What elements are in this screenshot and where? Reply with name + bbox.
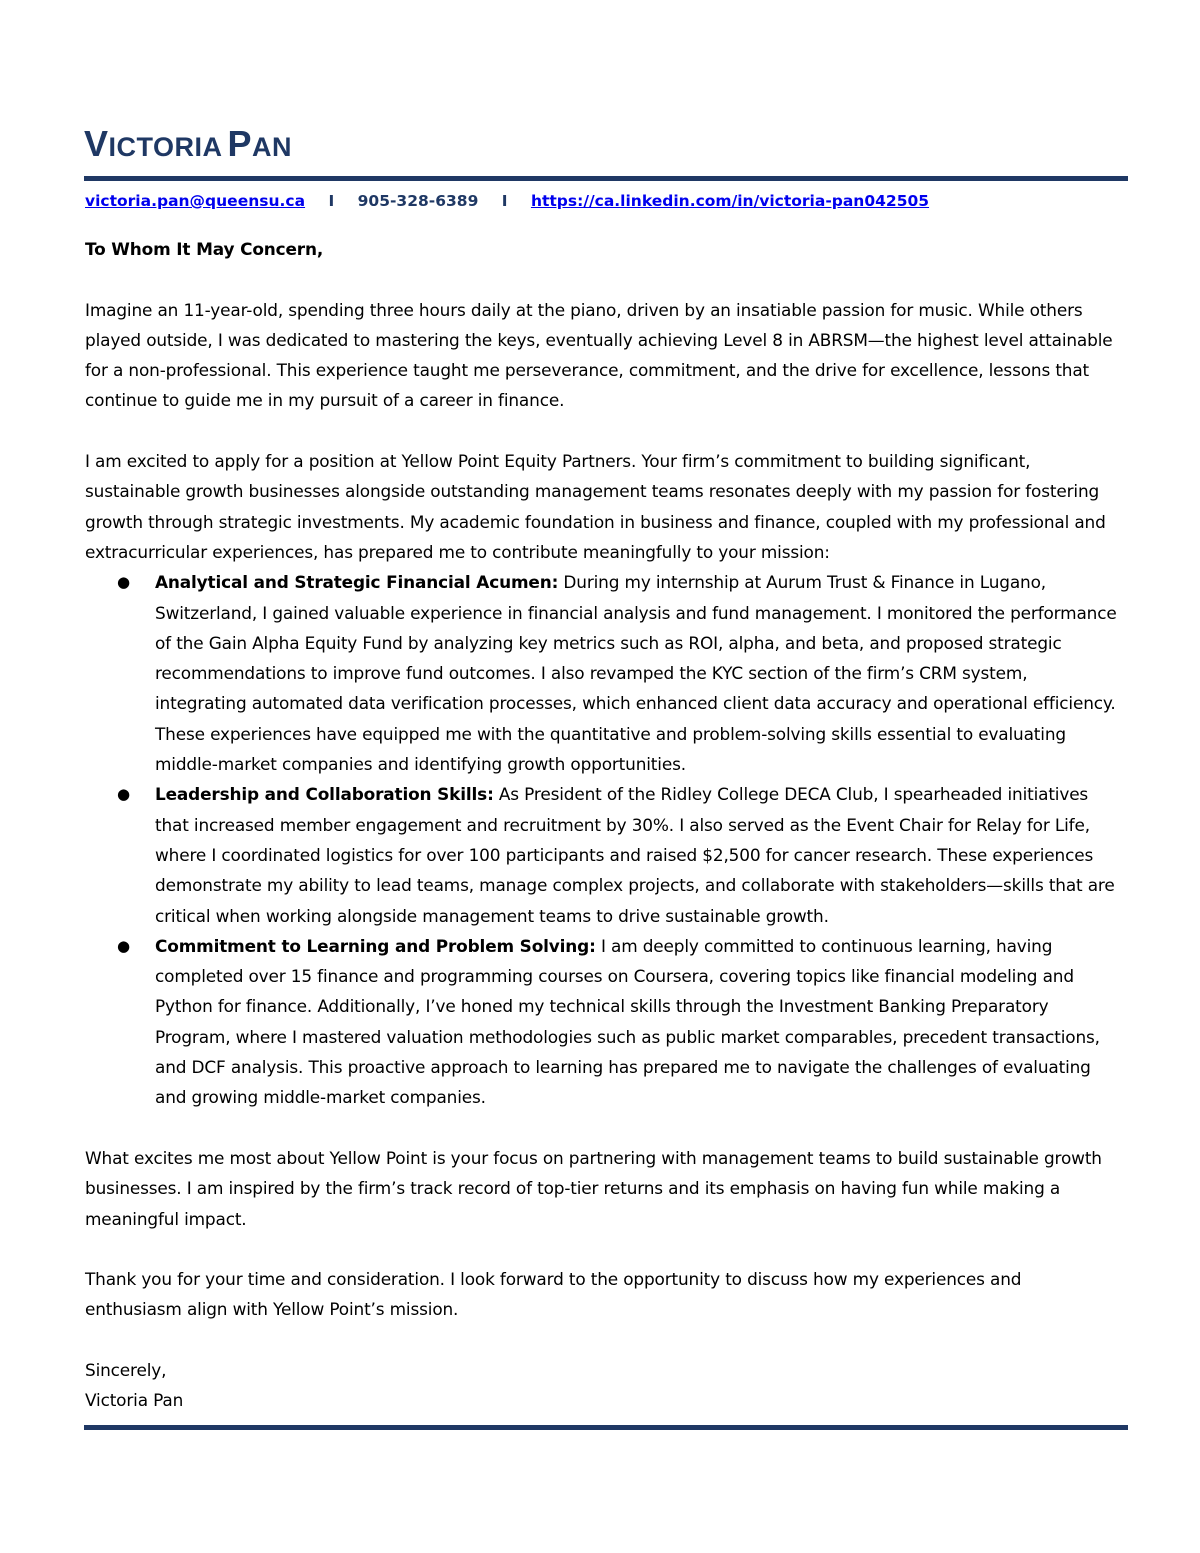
bullet-title: Leadership and Collaboration Skills: [155,784,494,805]
paragraph-interest: I am excited to apply for a position at Yellow Point Equity Partners. Your firm’s commitment to building significant, sustainable growth businesses alongside outstanding management teams resonates deeply with my passion for fostering growth through strategic investments. My academic foundation in business and finance, coupled with my professional and extracurricular experiences, has prepared me to contribute meaningfully to your mission: [85,451,1106,562]
phone-number: 905-328-6389 [357,192,479,210]
bullet-text: During my internship at Aurum Trust & Finance in Lugano, Switzerland, I gained valuable experience in financial analysis and fund management. I monitored the performance of the Gain Alpha Equity Fund by analyzing key metrics such as ROI, alpha, and beta, and proposed strategic recommendations to improve fund outcomes. I also revamped the KYC section of the firm’s CRM system, integrating automated data verification processes, which enhanced client data accuracy and operational efficiency. These experiences have equipped me with the quantitative and problem-solving skills essential to evaluating middle-market companies and identifying growth opportunities. [155,572,1117,775]
signature: Victoria Pan [85,1390,184,1411]
closing: Sincerely, [85,1359,167,1380]
list-item [85,931,1120,1113]
qualifications-list [85,567,1120,1112]
header-divider [84,176,1128,181]
bullet-icon: ● [117,573,130,592]
bullet-text: I am deeply committed to continuous learning, having completed over 15 finance and programming courses on Coursera, covering topics like financial modeling and Python for finance. Additionally, I’ve honed my technical skills through the Investment Banking Preparatory Program, where I mastered valuation methodologies such as public market comparables, precedent transactions, and DCF analysis. This proactive approach to learning has prepared me to navigate the challenges of evaluating and growing middle-market companies. [155,935,1100,1108]
paragraph-thanks: Thank you for your time and consideration. I look forward to the opportunity to discuss how my experiences and enthusiasm align with Yellow Point’s mission. [85,1269,1022,1320]
contact-separator: I [328,192,335,210]
bullet-title: Analytical and Strategic Financial Acumen: [155,572,559,593]
list-item [85,567,1120,779]
bullet-icon: ● [117,785,130,804]
name-first-initial: V [84,123,109,164]
footer-divider [84,1425,1128,1430]
bullet-title: Commitment to Learning and Problem Solving: [155,935,596,956]
paragraph-intro: Imagine an 11-year-old, spending three hours daily at the piano, driven by an insatiable passion for music. While others played outside, I was dedicated to mastering the keys, eventually achieving Level 8 in ABRSM—the highest level attainable for a non-professional. This experience taught me perseverance, commitment, and the drive for excellence, lessons that continue to guide me in my pursuit of a career in finance. [85,299,1113,411]
linkedin-link[interactable]: https://ca.linkedin.com/in/victoria-pan042505 [530,192,930,210]
list-item [85,779,1120,930]
name-last-rest: AN [252,132,292,162]
salutation: To Whom It May Concern, [85,239,324,259]
applicant-name [84,123,292,164]
bullet-icon: ● [117,936,130,955]
email-link[interactable]: victoria.pan@queensu.ca [85,192,306,210]
contact-separator: I [501,192,508,210]
paragraph-excitement: What excites me most about Yellow Point is your focus on partnering with management teams to build sustainable growth businesses. I am inspired by the firm’s track record of top-tier returns and its emphasis on having fun while making a meaningful impact. [85,1147,1102,1229]
letter-body [85,234,1120,1416]
name-first-rest: ICTORIA [108,132,223,162]
name-last-initial: P [227,123,252,164]
contact-line [85,191,929,211]
bullet-text: As President of the Ridley College DECA Club, I spearheaded initiatives that increased member engagement and recruitment by 30%. I also served as the Event Chair for Relay for Life, where I coordinated logistics for over 100 participants and raised $2,500 for cancer research. These experiences demonstrate my ability to lead teams, manage complex projects, and collaborate with stakeholders—skills that are critical when working alongside management teams to drive sustainable growth. [155,784,1115,926]
